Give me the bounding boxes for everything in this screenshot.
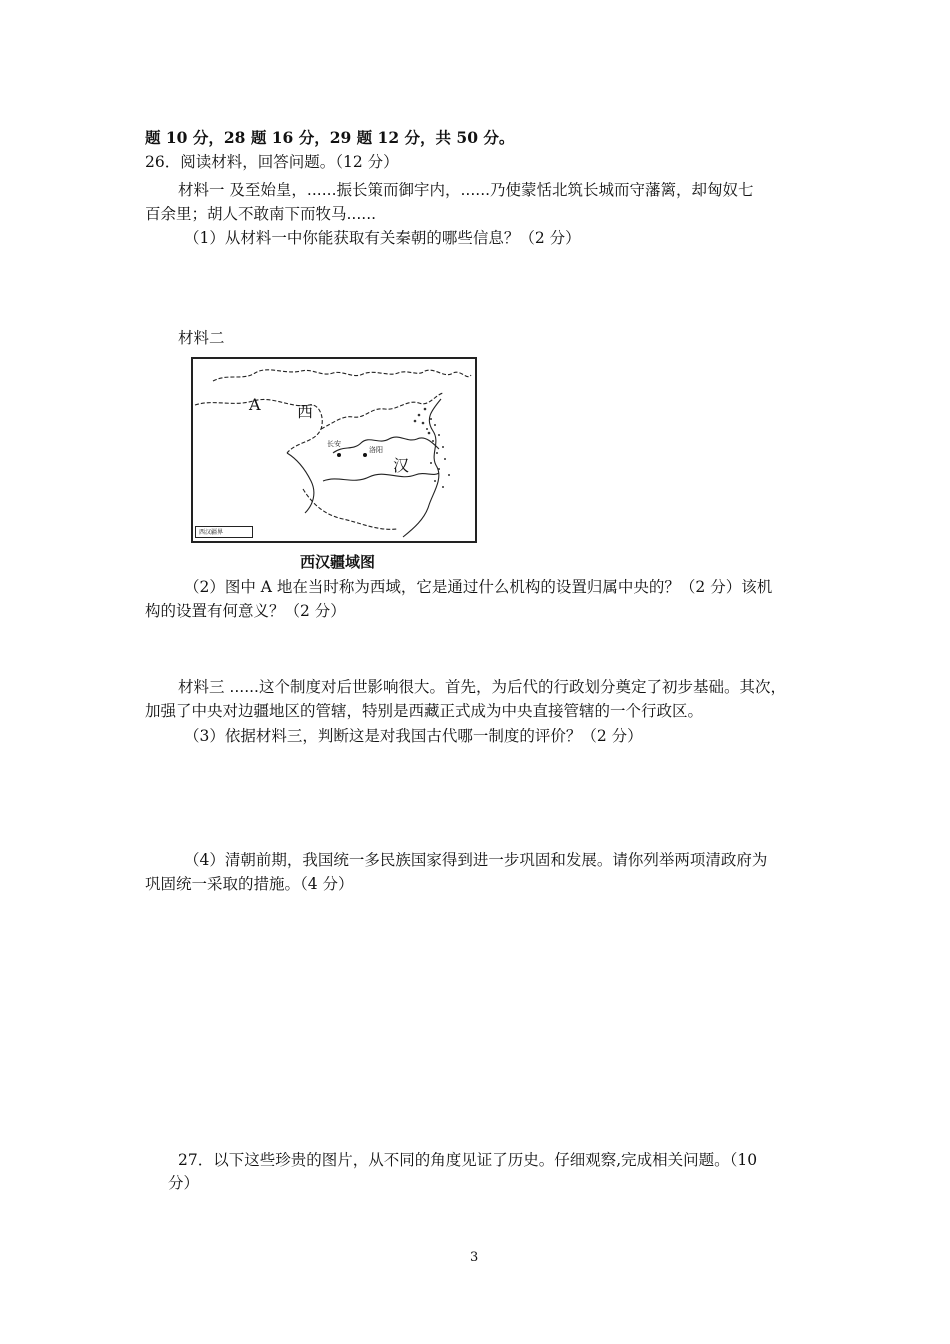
map-drawing: [193, 359, 475, 541]
question-26-2-line-2: 构的设置有何意义？（2 分）: [145, 602, 346, 620]
question-26-4-line-2: 巩固统一采取的措施。（4 分）: [145, 875, 354, 893]
question-27-line-2: 分）: [168, 1174, 200, 1192]
map-label-a: A: [249, 395, 261, 414]
han-border: [321, 393, 443, 429]
material-3-line-1: 材料三 ......这个制度对后世影响很大。首先，为后代的行政划分奠定了初步基础。其次，: [178, 678, 786, 696]
question-26-2-line-1: （2）图中 A 地在当时称为西域，它是通过什么机构的设置归属中央的？（2 分）该机: [184, 578, 773, 596]
material-2-label: 材料二: [178, 329, 225, 347]
question-26-1: （1）从材料一中你能获取有关秦朝的哪些信息？（2 分）: [184, 229, 581, 247]
material-1-line-2: 百余里；胡人不敢南下而牧马......: [145, 205, 377, 223]
question-27-line-1: 27．以下这些珍贵的图片，从不同的角度见证了历史。仔细观察,完成相关问题。（10: [178, 1151, 758, 1169]
changan-dot: [337, 453, 341, 457]
header-line: 题 10 分，28 题 16 分，29 题 12 分，共 50 分。: [145, 128, 515, 147]
northern-border: [213, 370, 471, 381]
map-legend-label: 西汉疆界: [199, 529, 224, 536]
yellow-river: [333, 437, 439, 453]
question-26-3: （3）依据材料三，判断这是对我国古代哪一制度的评价？（2 分）: [184, 727, 643, 745]
page-number: 3: [470, 1250, 479, 1265]
question-26-title: 26．阅读材料，回答问题。（12 分）: [145, 153, 399, 171]
yangtze-river: [323, 473, 439, 481]
map-label-han: 汉: [393, 456, 410, 475]
map-label-xi: 西: [297, 402, 314, 421]
map-caption: 西汉疆域图: [300, 553, 376, 571]
luoyang-dot: [363, 453, 367, 457]
question-26-4-line-1: （4）清朝前期，我国统一多民族国家得到进一步巩固和发展。请你列举两项清政府为: [184, 851, 768, 869]
map-label-luoyang: 洛阳: [369, 446, 383, 454]
plateau-outline: [287, 453, 314, 513]
material-3-line-2: 加强了中央对边疆地区的管辖，特别是西藏正式成为中央直接管辖的一个行政区。: [145, 702, 704, 720]
western-han-map: [191, 357, 477, 543]
map-label-changan: 长安: [327, 440, 341, 448]
coast-stipple: [414, 408, 450, 488]
material-1-line-1: 材料一 及至始皇，......振长策而御宇内，......乃使蒙恬北筑长城而守藩篱，却匈奴七: [178, 181, 754, 199]
south-border: [303, 489, 397, 529]
map-legend: [195, 526, 253, 538]
